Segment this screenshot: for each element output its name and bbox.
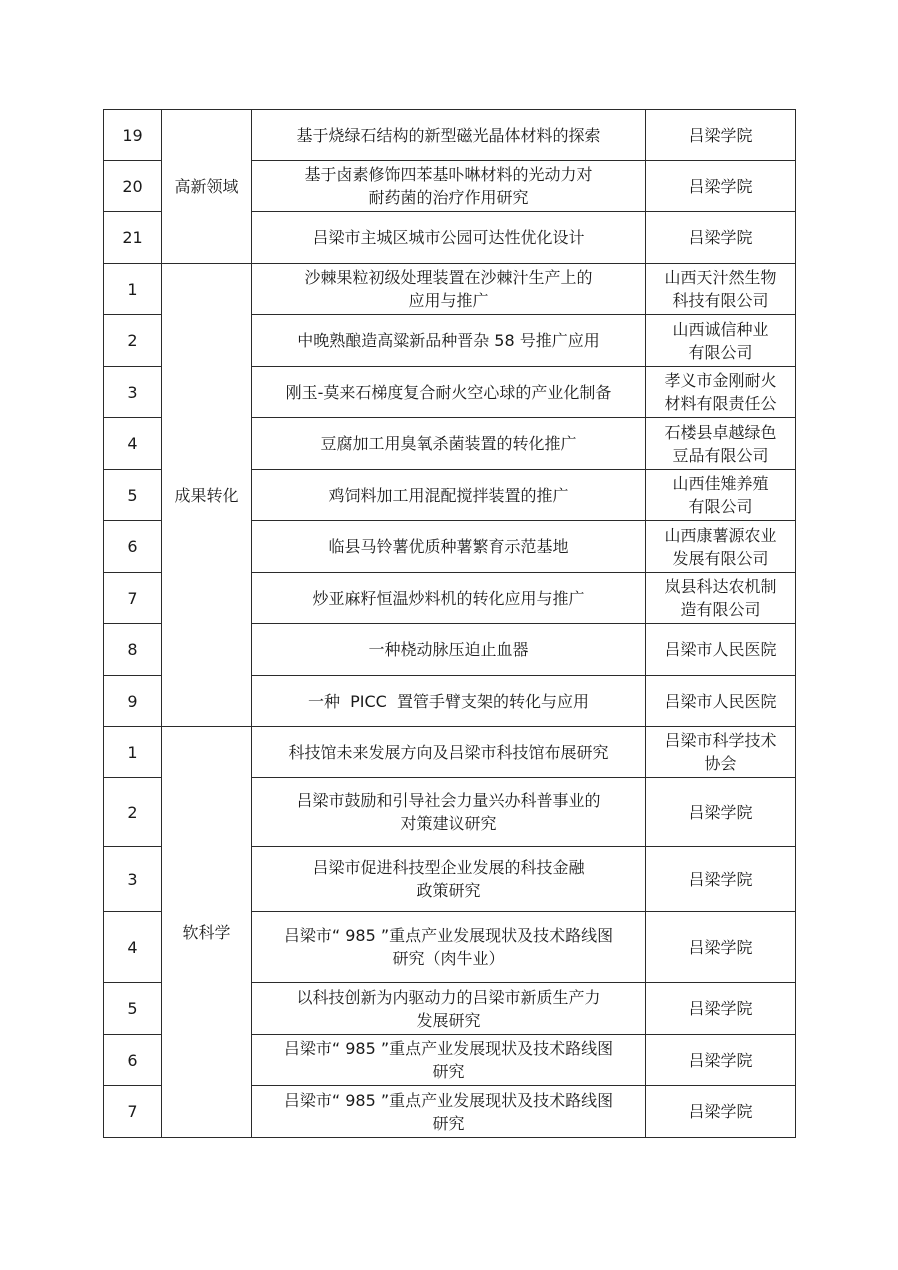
row-number: 20 xyxy=(104,161,162,212)
row-number: 21 xyxy=(104,212,162,264)
row-number: 3 xyxy=(104,367,162,418)
unit-name: 岚县科达农机制 造有限公司 xyxy=(646,573,796,624)
project-name: 临县马铃薯优质种薯繁育示范基地 xyxy=(252,521,646,573)
row-number: 19 xyxy=(104,110,162,161)
category-cell: 成果转化 xyxy=(162,264,252,727)
unit-name: 吕梁学院 xyxy=(646,161,796,212)
row-number: 7 xyxy=(104,1086,162,1138)
unit-name: 吕梁学院 xyxy=(646,983,796,1035)
row-number: 8 xyxy=(104,624,162,676)
unit-name: 吕梁市科学技术 协会 xyxy=(646,727,796,778)
project-name: 科技馆未来发展方向及吕梁市科技馆布展研究 xyxy=(252,727,646,778)
project-name: 中晚熟酿造高粱新品种晋杂 58 号推广应用 xyxy=(252,315,646,367)
row-number: 7 xyxy=(104,573,162,624)
project-name: 吕梁市“ 985 ”重点产业发展现状及技术路线图 研究（肉牛业） xyxy=(252,912,646,983)
project-name: 基于烧绿石结构的新型磁光晶体材料的探索 xyxy=(252,110,646,161)
table-row xyxy=(104,110,796,161)
unit-name: 山西天汁然生物 科技有限公司 xyxy=(646,264,796,315)
unit-name: 山西佳雉养殖 有限公司 xyxy=(646,470,796,521)
unit-name: 吕梁学院 xyxy=(646,912,796,983)
unit-name: 吕梁学院 xyxy=(646,847,796,912)
category-cell: 高新领域 xyxy=(162,110,252,264)
project-name: 吕梁市“ 985 ”重点产业发展现状及技术路线图 研究 xyxy=(252,1086,646,1138)
row-number: 5 xyxy=(104,983,162,1035)
row-number: 4 xyxy=(104,912,162,983)
project-name: 沙棘果粒初级处理装置在沙棘汁生产上的 应用与推广 xyxy=(252,264,646,315)
project-name: 一种 PICC 置管手臂支架的转化与应用 xyxy=(252,676,646,727)
category-cell: 软科学 xyxy=(162,727,252,1138)
project-name: 以科技创新为内驱动力的吕梁市新质生产力 发展研究 xyxy=(252,983,646,1035)
row-number: 4 xyxy=(104,418,162,470)
unit-name: 吕梁学院 xyxy=(646,1035,796,1086)
project-name: 基于卤素修饰四苯基卟啉材料的光动力对 耐药菌的治疗作用研究 xyxy=(252,161,646,212)
row-number: 9 xyxy=(104,676,162,727)
unit-name: 吕梁学院 xyxy=(646,1086,796,1138)
project-name: 吕梁市主城区城市公园可达性优化设计 xyxy=(252,212,646,264)
unit-name: 吕梁学院 xyxy=(646,110,796,161)
project-table xyxy=(103,109,796,1138)
unit-name: 山西康薯源农业 发展有限公司 xyxy=(646,521,796,573)
row-number: 1 xyxy=(104,727,162,778)
row-number: 5 xyxy=(104,470,162,521)
unit-name: 孝义市金刚耐火 材料有限责任公 xyxy=(646,367,796,418)
unit-name: 吕梁学院 xyxy=(646,778,796,847)
unit-name: 山西诚信种业 有限公司 xyxy=(646,315,796,367)
row-number: 2 xyxy=(104,315,162,367)
project-name: 炒亚麻籽恒温炒料机的转化应用与推广 xyxy=(252,573,646,624)
project-name: 鸡饲料加工用混配搅拌装置的推广 xyxy=(252,470,646,521)
project-name: 吕梁市促进科技型企业发展的科技金融 政策研究 xyxy=(252,847,646,912)
unit-name: 吕梁学院 xyxy=(646,212,796,264)
project-name: 一种桡动脉压迫止血器 xyxy=(252,624,646,676)
row-number: 6 xyxy=(104,521,162,573)
table-row xyxy=(104,727,796,778)
unit-name: 吕梁市人民医院 xyxy=(646,676,796,727)
table-row xyxy=(104,264,796,315)
row-number: 6 xyxy=(104,1035,162,1086)
project-name: 豆腐加工用臭氧杀菌装置的转化推广 xyxy=(252,418,646,470)
row-number: 3 xyxy=(104,847,162,912)
project-name: 刚玉-莫来石梯度复合耐火空心球的产业化制备 xyxy=(252,367,646,418)
unit-name: 石楼县卓越绿色 豆品有限公司 xyxy=(646,418,796,470)
project-name: 吕梁市“ 985 ”重点产业发展现状及技术路线图 研究 xyxy=(252,1035,646,1086)
row-number: 2 xyxy=(104,778,162,847)
unit-name: 吕梁市人民医院 xyxy=(646,624,796,676)
project-name: 吕梁市鼓励和引导社会力量兴办科普事业的 对策建议研究 xyxy=(252,778,646,847)
row-number: 1 xyxy=(104,264,162,315)
